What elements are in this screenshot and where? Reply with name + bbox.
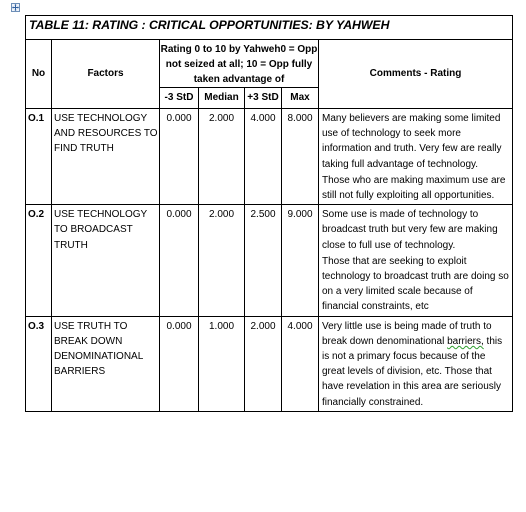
row-plus-3-std: 2.000 [245, 316, 282, 411]
subheader-median: Median [199, 88, 245, 109]
table-row [26, 316, 513, 411]
row-comment [319, 316, 513, 411]
spelling-flagged-word[interactable]: barriers, [447, 335, 484, 347]
row-factor: USE TECHNOLOGY AND RESOURCES TO FIND TRUTH [52, 109, 160, 205]
row-number: O.2 [26, 205, 52, 316]
comment-paragraph: Those who are making maximum use are still not fully exploiting all opportunities. [322, 174, 506, 202]
table-title-cell [26, 16, 513, 40]
row-max: 4.000 [282, 316, 319, 411]
header-rating: Rating 0 to 10 by Yahweh0 = Opp not seized at all; 10 = Opp fully taken advantage of [160, 40, 319, 88]
comment-text: Very little use is being made of truth to break down denominational [322, 320, 492, 347]
row-factor: USE TRUTH TO BREAK DOWN DENOMINATIONAL BARRIERS [52, 316, 160, 411]
table-row [26, 109, 513, 205]
row-minus-3-std: 0.000 [160, 316, 199, 411]
title-row [26, 16, 513, 40]
row-comment [319, 205, 513, 316]
table-row [26, 205, 513, 316]
header-no: No [26, 40, 52, 109]
table-move-handle-icon[interactable] [11, 3, 20, 12]
row-factor: USE TECHNOLOGY TO BROADCAST TRUTH [52, 205, 160, 316]
header-row [26, 40, 513, 88]
comment-paragraph: Many believers are making some limited use of technology to seek more information and truth. Very few are really taking full advantage of technology. [322, 113, 502, 170]
comment-paragraph: Those that are seeking to exploit technology to broadcast truth are doing so on a very limited scale because of financial constraints, etc [322, 255, 509, 313]
row-comment [319, 109, 513, 205]
table-title: TABLE 11: RATING : CRITICAL OPPORTUNITIES: BY YAHWEH [29, 18, 390, 32]
row-minus-3-std: 0.000 [160, 205, 199, 316]
row-median: 1.000 [199, 316, 245, 411]
comment-paragraph [322, 319, 510, 410]
header-comments: Comments - Rating [319, 40, 513, 109]
row-minus-3-std: 0.000 [160, 109, 199, 205]
row-max: 8.000 [282, 109, 319, 205]
row-median: 2.000 [199, 109, 245, 205]
row-median: 2.000 [199, 205, 245, 316]
row-number: O.1 [26, 109, 52, 205]
comment-text: this is not a primary focus because of the great levels of division, etc. Those that have revelation in this area are seriously financially constrained. [322, 335, 503, 408]
comment-paragraph: Some use is made of technology to broadcast truth but very few are making close to full use of technology. [322, 209, 498, 251]
subheader-plus-3-std: +3 StD [245, 88, 282, 109]
subheader-minus-3-std: -3 StD [160, 88, 199, 109]
row-number: O.3 [26, 316, 52, 411]
row-plus-3-std: 2.500 [245, 205, 282, 316]
row-plus-3-std: 4.000 [245, 109, 282, 205]
subheader-max: Max [282, 88, 319, 109]
header-factors: Factors [52, 40, 160, 109]
rating-table [25, 15, 513, 412]
row-max: 9.000 [282, 205, 319, 316]
